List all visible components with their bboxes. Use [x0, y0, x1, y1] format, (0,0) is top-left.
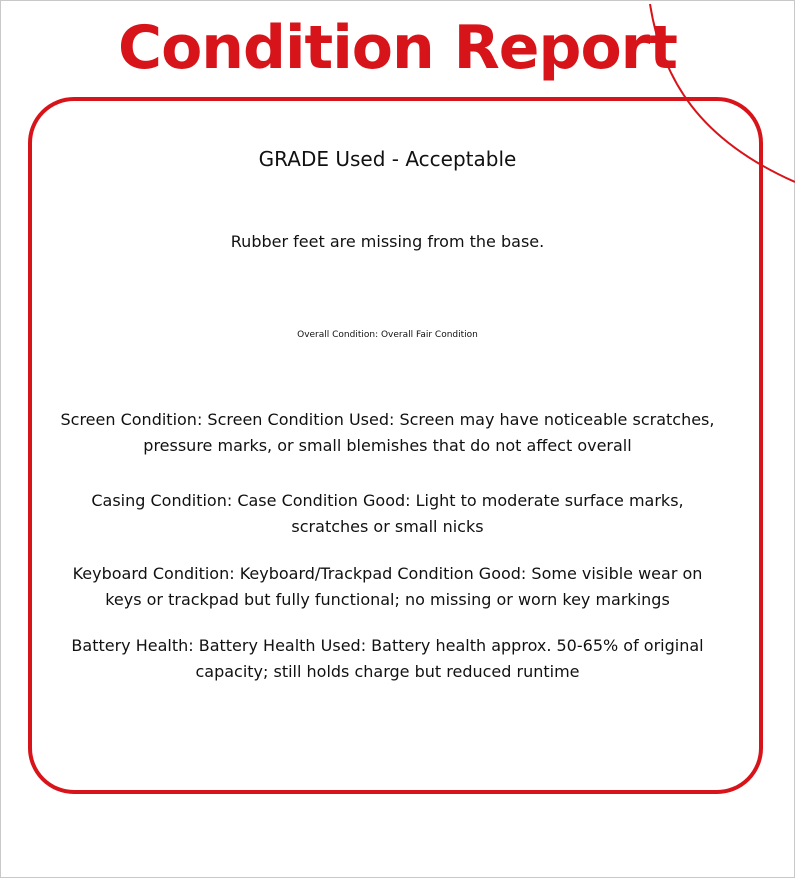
overall-condition-text: Overall Condition: Overall Fair Condition: [297, 330, 478, 340]
grade-text: GRADE Used - Acceptable: [258, 147, 517, 171]
screen-condition-text: Screen Condition: Screen Condition Used: Screen may have noticeable scratches, pressure marks, or small blemishes that do not affect overall: [60, 410, 715, 455]
keyboard-condition-text: Keyboard Condition: Keyboard/Trackpad Condition Good: Some visible wear on keys or trackpad but fully functional; no missing or worn key markings: [72, 564, 703, 609]
page-title: Condition Report: [118, 13, 677, 83]
casing-condition-text: Casing Condition: Case Condition Good: Light to moderate surface marks, scratches or small nicks: [91, 491, 684, 536]
note-text: Rubber feet are missing from the base.: [230, 232, 545, 251]
battery-health-text: Battery Health: Battery Health Used: Battery health approx. 50-65% of original capacity; still holds charge but reduced runtime: [71, 636, 704, 681]
